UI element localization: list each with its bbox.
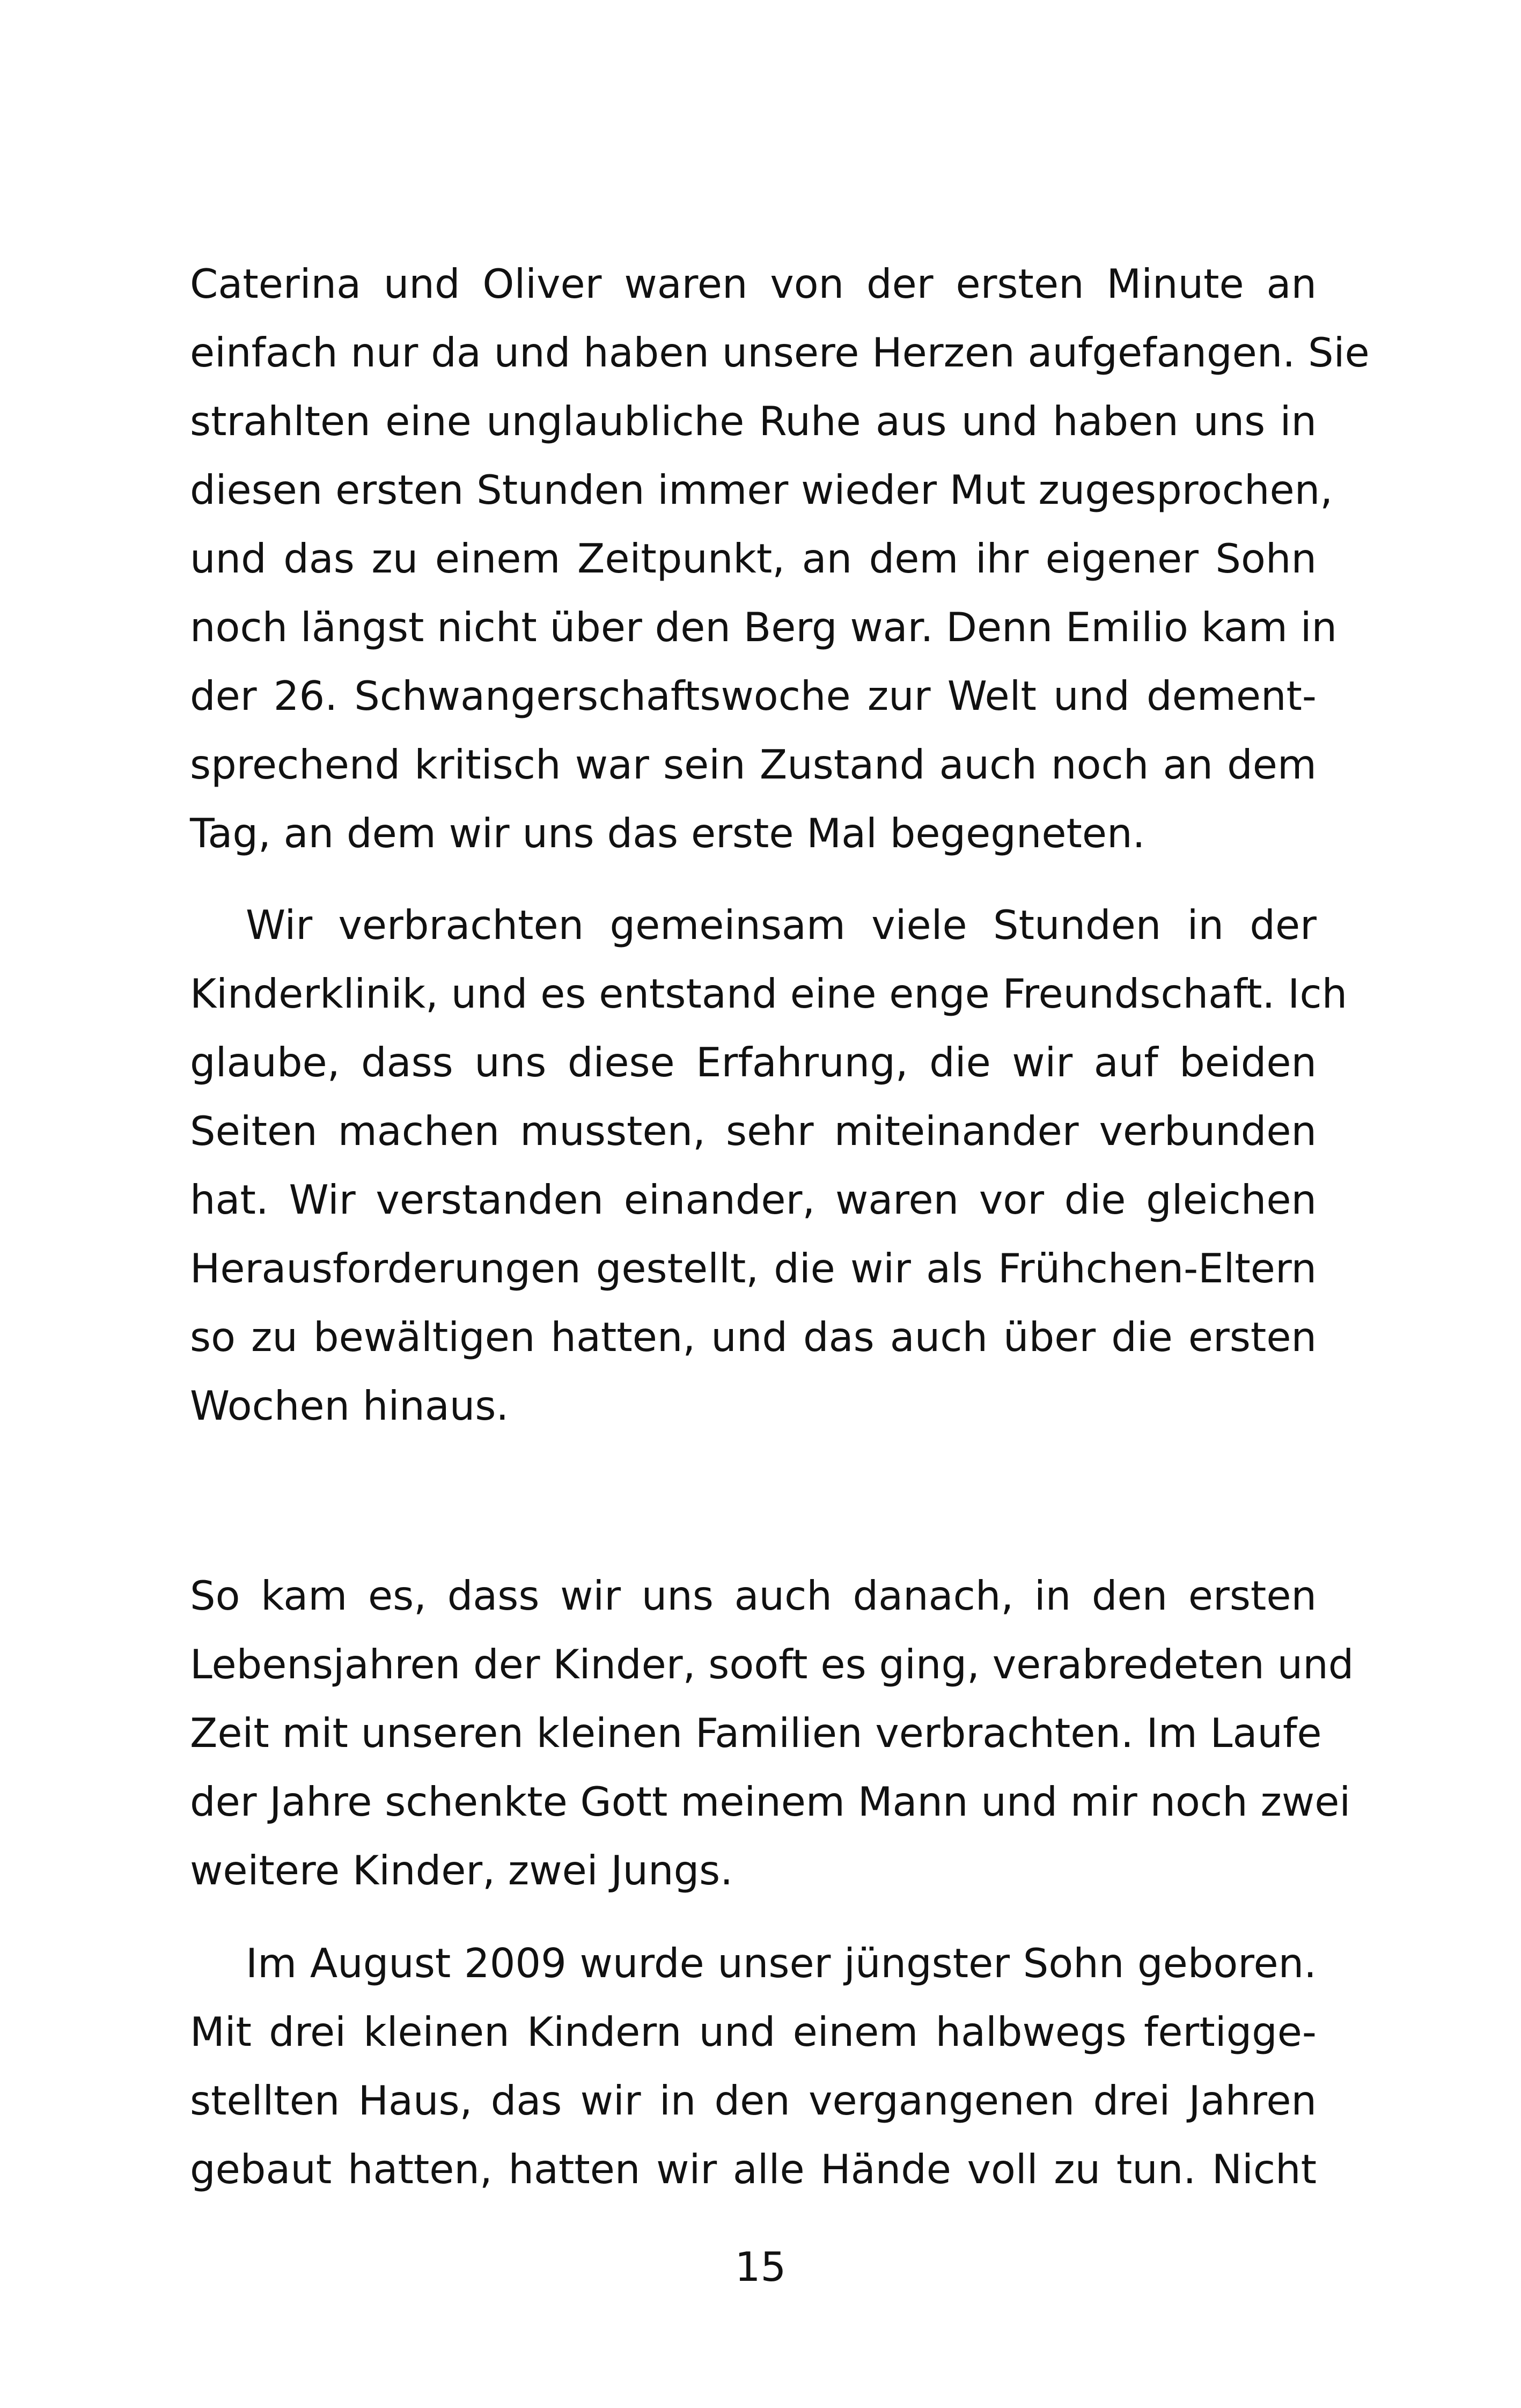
text-line: Herausforderungen gestellt, die wir als Frühchen-Eltern [190,1245,1317,1292]
text-line: Im August 2009 wurde unser jüngster Sohn geboren. [246,1940,1317,1987]
text-line: stellten Haus, das wir in den vergangenen drei Jahren [190,2077,1317,2124]
paragraph-3 [190,1561,1354,1905]
text-line: Wir verbrachten gemeinsam viele Stunden in der [246,901,1317,949]
text-line: diesen ersten Stunden immer wieder Mut zugesprochen, [190,466,1333,513]
text-line: gebaut hatten, hatten wir alle Hände voll zu tun. Nicht [190,2146,1317,2193]
paragraph-2 [190,891,1348,1440]
text-line: glaube, dass uns diese Erfahrung, die wir auf beiden [190,1039,1317,1086]
text-line: Caterina und Oliver waren von der ersten Minute an [190,260,1317,307]
text-line: Zeit mit unseren kleinen Familien verbrachten. Im Laufe [190,1709,1322,1757]
text-line: strahlten eine unglaubliche Ruhe aus und haben uns in [190,398,1317,445]
text-line: Kinderklinik, und es entstand eine enge Freundschaft. Ich [190,970,1348,1017]
text-line: So kam es, dass wir uns auch danach, in den ersten [190,1572,1317,1619]
paragraph-1 [190,249,1370,868]
text-line: einfach nur da und haben unsere Herzen aufgefangen. Sie [190,329,1370,376]
text-line: und das zu einem Zeitpunkt, an dem ihr eigener Sohn [190,535,1317,582]
text-line: Tag, an dem wir uns das erste Mal begegneten. [190,810,1145,857]
text-line: hat. Wir verstanden einander, waren vor die gleichen [190,1176,1317,1223]
text-line: der Jahre schenkte Gott meinem Mann und mir noch zwei [190,1778,1351,1825]
text-line: noch längst nicht über den Berg war. Denn Emilio kam in [190,604,1338,651]
text-line: Lebensjahren der Kinder, sooft es ging, verabredeten und [190,1641,1354,1688]
page-number: 15 [734,2243,787,2290]
text-line: weitere Kinder, zwei Jungs. [190,1847,733,1894]
text-line: Mit drei kleinen Kindern und einem halbwegs fertigge- [190,2008,1317,2055]
paragraph-4 [190,1929,1317,2204]
text-line: so zu bewältigen hatten, und das auch über die ersten [190,1313,1317,1361]
text-line: Seiten machen mussten, sehr miteinander verbunden [190,1107,1317,1155]
text-line: sprechend kritisch war sein Zustand auch noch an dem [190,741,1317,788]
text-line: Wochen hinaus. [190,1382,509,1429]
text-line: der 26. Schwangerschaftswoche zur Welt und dement- [190,672,1317,720]
